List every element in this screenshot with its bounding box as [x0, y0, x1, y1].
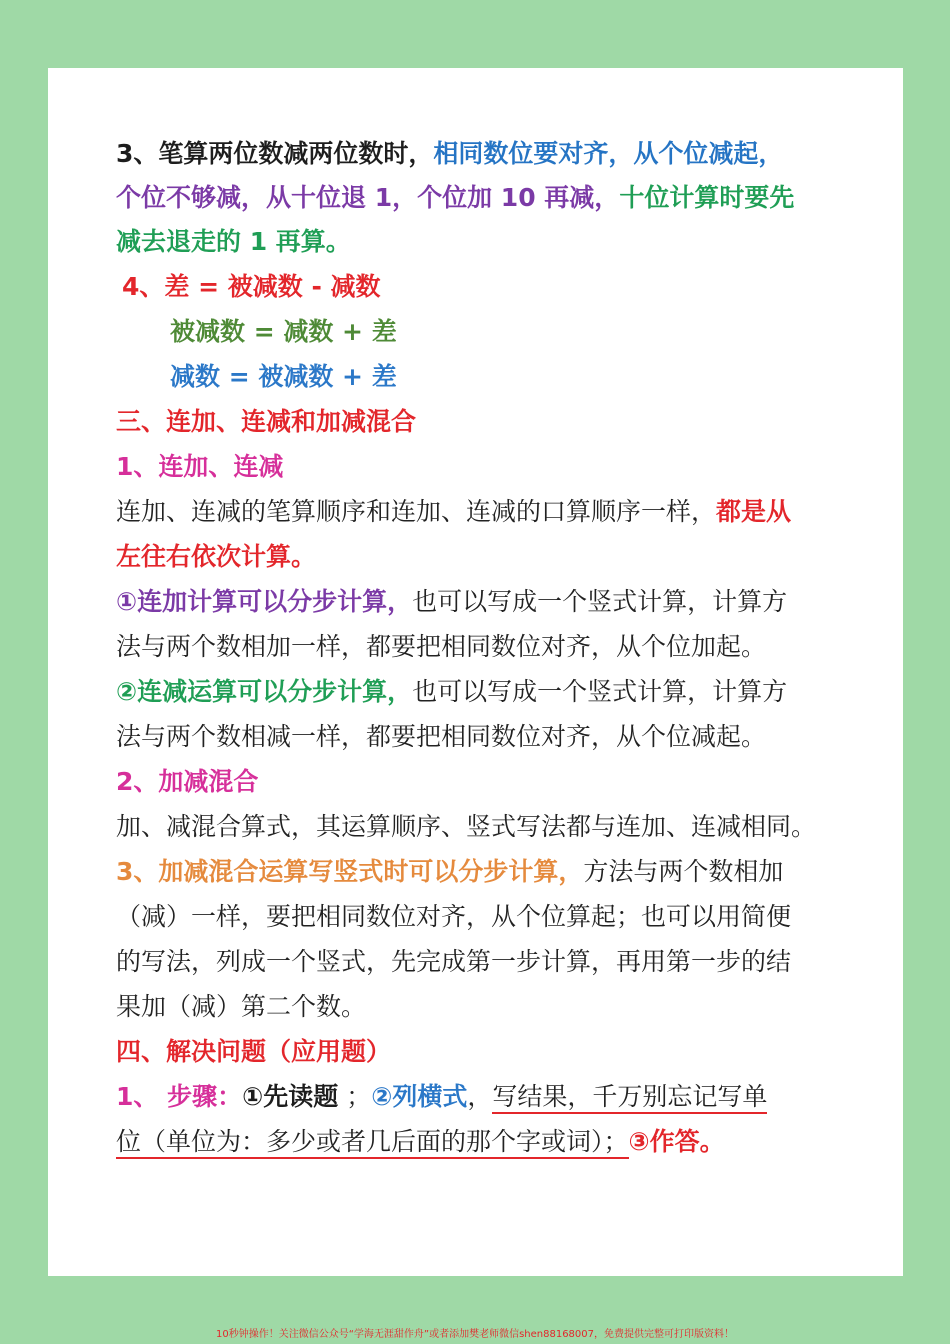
- para-subtraction-rule-line2: [116, 182, 794, 214]
- rule-highlight-green-end: 减去退走的 1 再算。: [116, 227, 351, 256]
- text-order-line2: 左往右依次计算。: [116, 542, 317, 571]
- subheading-mixed: 2、加减混合: [116, 767, 259, 796]
- step-equation: ②列横式: [371, 1082, 468, 1111]
- rule-number-text: 3、笔算两位数减两位数时，: [116, 139, 434, 168]
- section-heading-3: 三、连加、连减和加减混合: [116, 407, 417, 436]
- steps-line1: [116, 1081, 767, 1113]
- section-heading-4: 四、解决问题（应用题）: [116, 1037, 392, 1066]
- steps-comma: ，: [467, 1082, 493, 1111]
- para-subtraction-rule-line1: [116, 138, 783, 170]
- note-3-line2: （减）一样，要把相同数位对齐，从个位算起；也可以用简便: [116, 902, 792, 931]
- text-order-line1: [116, 496, 791, 528]
- footer-note: 10秒钟操作！关注微信公众号“学海无涯甜作舟”或者添加樊老师微信shen88168007，免费提供完整可打印版资料！: [215, 1329, 735, 1340]
- rule-highlight-purple: 个位不够减，从十位退 1，个位加 10 再减，: [116, 183, 620, 212]
- note-2-plain: 也可以写成一个竖式计算，计算方: [412, 677, 788, 706]
- para-subtraction-rule-line3: [116, 226, 351, 258]
- text-order-plain: 连加、连减的笔算顺序和连加、连减的口算顺序一样，: [116, 497, 717, 526]
- note-1-line1: [116, 586, 787, 618]
- text-mixed: 加、减混合算式，其运算顺序、竖式写法都与连加、连减相同。: [116, 812, 817, 841]
- step-answer: ③作答。: [628, 1127, 725, 1156]
- formula-subtrahend: 减数 = 被减数 + 差: [170, 362, 397, 391]
- note-2-line2: 法与两个数相减一样，都要把相同数位对齐，从个位减起。: [116, 722, 767, 751]
- step-result-underlined: 写结果，千万别忘记写单: [492, 1082, 767, 1114]
- note-1-line2: 法与两个数相加一样，都要把相同数位对齐，从个位加起。: [116, 632, 767, 661]
- note-2-line1: [116, 676, 787, 708]
- text-order-highlight: 都是从: [716, 497, 792, 526]
- note-3-line3: 的写法，列成一个竖式，先完成第一步计算，再用第一步的结: [116, 947, 792, 976]
- rule-highlight-blue: 相同数位要对齐，从个位减起，: [433, 139, 784, 168]
- note-2-highlight: ②连减运算可以分步计算，: [116, 677, 413, 706]
- note-3-highlight: 3、加减混合运算写竖式时可以分步计算，: [116, 857, 584, 886]
- note-3-plain: 方法与两个数相加: [583, 857, 784, 886]
- steps-line2: [116, 1126, 725, 1158]
- formula-minuend: 被减数 = 减数 + 差: [170, 317, 397, 346]
- formula-difference: 4、差 = 被减数 - 减数: [122, 272, 381, 301]
- step-read: ①先读题: [242, 1082, 339, 1111]
- steps-sep: ；: [338, 1082, 372, 1111]
- steps-label: 1、 步骤：: [116, 1082, 243, 1111]
- note-3-line1: [116, 856, 783, 888]
- rule-highlight-green: 十位计算时要先: [619, 183, 795, 212]
- subheading-continuous-add-sub: 1、连加、连减: [116, 452, 284, 481]
- document-page: [48, 68, 903, 1276]
- note-1-plain: 也可以写成一个竖式计算，计算方: [412, 587, 788, 616]
- note-1-highlight: ①连加计算可以分步计算，: [116, 587, 413, 616]
- note-3-line4: 果加（减）第二个数。: [116, 992, 367, 1021]
- step-unit-underlined: 位（单位为：多少或者几后面的那个字或词）；: [116, 1127, 629, 1159]
